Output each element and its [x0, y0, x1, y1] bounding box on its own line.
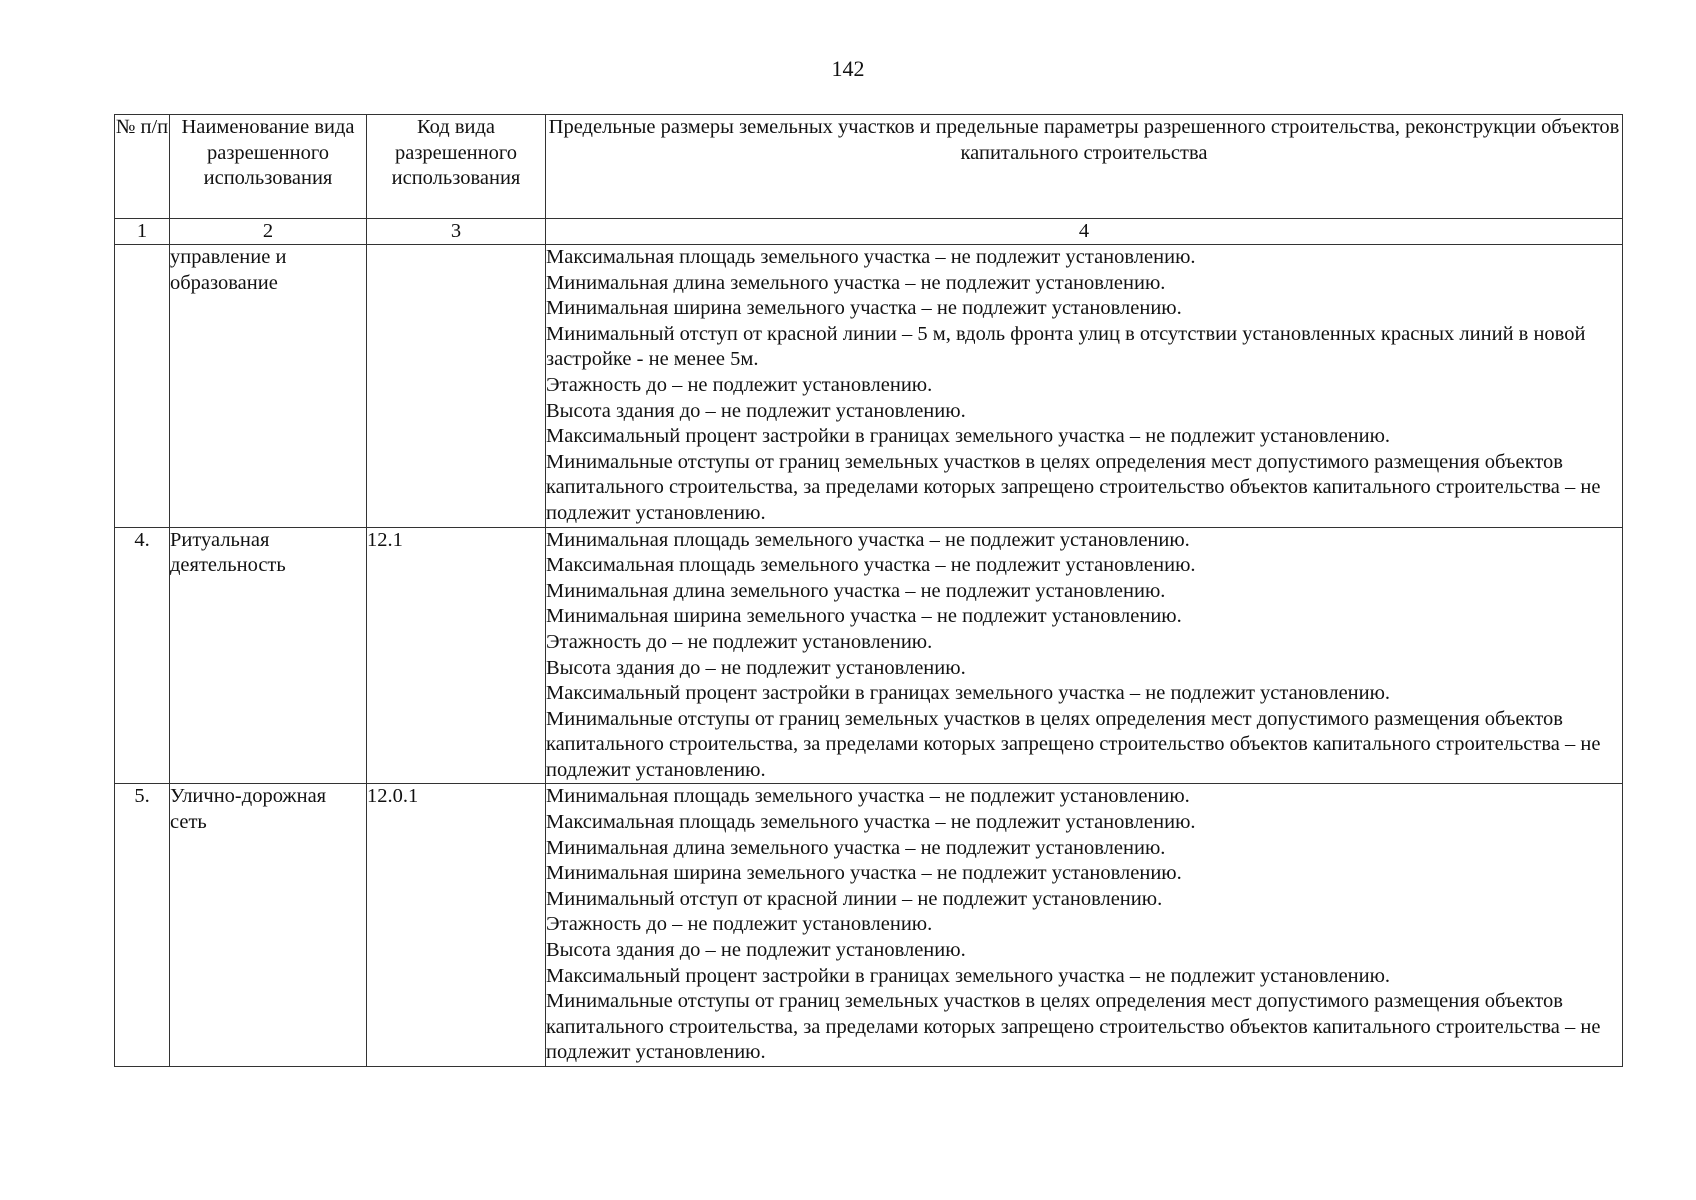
table-row: [115, 527, 1623, 784]
parameter-line: Максимальная площадь земельного участка – не подлежит установлению.: [546, 246, 1196, 268]
row-number: 4.: [115, 527, 170, 784]
use-name-cell: Улично-дорожная сеть: [170, 784, 367, 1067]
header-parameters: Предельные размеры земельных участков и предельные параметры разрешенного строительства, реконструкции объектов капитального строительства: [546, 115, 1623, 219]
parameter-line: Этажность до – не подлежит установлению.: [546, 913, 933, 936]
column-number-row: [115, 219, 1623, 245]
land-use-regulations-table: [114, 114, 1623, 1067]
parameter-line: Высота здания до – не подлежит установлению.: [546, 399, 966, 422]
parameter-line: Максимальная площадь земельного участка – не подлежит установлению.: [546, 811, 1196, 834]
table-row: [115, 784, 1623, 1067]
parameter-line: Этажность до – не подлежит установлению.: [546, 630, 933, 653]
use-code-cell: [367, 245, 546, 528]
column-number: 1: [115, 219, 170, 245]
parameter-line: Минимальный отступ от красной линии – не подлежит установлению.: [546, 887, 1163, 910]
parameter-line: Минимальная площадь земельного участка – не подлежит установлению.: [546, 528, 1190, 551]
use-code-cell: 12.1: [367, 527, 546, 784]
parameters-cell: [546, 527, 1623, 784]
column-number: 4: [546, 219, 1623, 245]
column-number: 3: [367, 219, 546, 245]
parameter-line: Минимальная площадь земельного участка – не подлежит установлению.: [546, 785, 1190, 808]
header-use-name: Наименование вида разрешенного использования: [170, 115, 367, 219]
parameter-line: Минимальная длина земельного участка – не подлежит установлению.: [546, 579, 1166, 602]
column-number: 2: [170, 219, 367, 245]
row-number: 5.: [115, 784, 170, 1067]
parameter-line: Минимальный отступ от красной линии – 5 м, вдоль фронта улиц в отсутствии установленных красных линий в новой застройке - не менее 5м.: [546, 322, 1586, 371]
row-number: [115, 245, 170, 528]
parameters-cell: [546, 784, 1623, 1067]
use-name-cell: управление и образование: [170, 245, 367, 528]
parameter-line: Минимальные отступы от границ земельных участков в целях определения мест допустимого размещения объектов капитального строительства, за пределами которых запрещено строительство объектов капитального строительства – не подлежит установлению.: [546, 990, 1601, 1064]
parameter-line: Минимальная длина земельного участка – не подлежит установлению.: [546, 271, 1166, 294]
parameter-line: Минимальная ширина земельного участка – не подлежит установлению.: [546, 297, 1182, 320]
parameter-line: Минимальные отступы от границ земельных участков в целях определения мест допустимого размещения объектов капитального строительства, за пределами которых запрещено строительство объектов капитального строительства – не подлежит установлению.: [546, 707, 1601, 781]
parameter-line: Этажность до – не подлежит установлению.: [546, 373, 933, 396]
parameter-line: Высота здания до – не подлежит установлению.: [546, 939, 966, 962]
parameter-line: Максимальный процент застройки в границах земельного участка – не подлежит установлению.: [546, 964, 1391, 987]
parameter-line: Минимальная ширина земельного участка – не подлежит установлению.: [546, 605, 1182, 628]
table-header-row: [115, 115, 1623, 219]
page-number: 142: [831, 56, 865, 81]
use-name-cell: Ритуальная деятельность: [170, 527, 367, 784]
table-row: [115, 245, 1623, 528]
parameter-line: Максимальная площадь земельного участка – не подлежит установлению.: [546, 554, 1196, 577]
parameter-line: Максимальный процент застройки в границах земельного участка – не подлежит установлению.: [546, 682, 1391, 705]
parameter-line: Минимальная ширина земельного участка – не подлежит установлению.: [546, 862, 1182, 885]
parameter-line: Высота здания до – не подлежит установлению.: [546, 656, 966, 679]
parameter-line: Минимальные отступы от границ земельных участков в целях определения мест допустимого размещения объектов капитального строительства, за пределами которых запрещено строительство объектов капитального строительства – не подлежит установлению.: [546, 450, 1601, 524]
parameter-line: Максимальный процент застройки в границах земельного участка – не подлежит установлению.: [546, 425, 1391, 448]
parameter-line: Минимальная длина земельного участка – не подлежит установлению.: [546, 836, 1166, 859]
header-use-code: Код вида разрешенного использования: [367, 115, 546, 219]
table-body: [115, 245, 1623, 1067]
parameters-cell: [546, 245, 1623, 528]
header-number: № п/п: [115, 115, 170, 219]
use-code-cell: 12.0.1: [367, 784, 546, 1067]
